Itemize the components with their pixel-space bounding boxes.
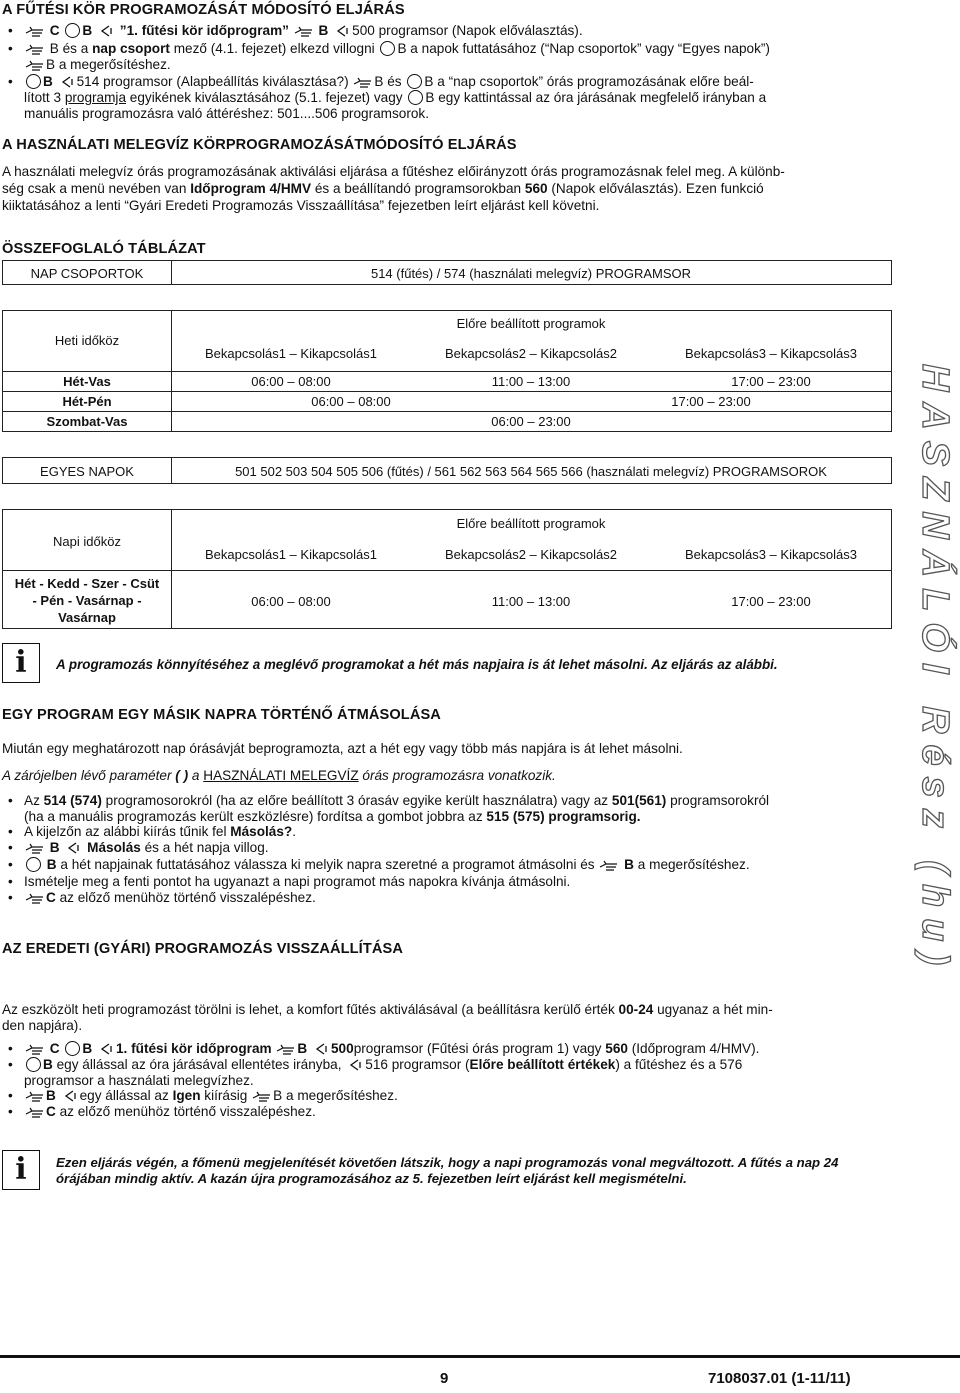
row-label-het-pen: Hét-Pén xyxy=(62,394,112,409)
copy-bullet-4: • B a hét napjainak futtatásához válassza ki melyik napra szeretné a programot átmásolni és B a megerősítéshez. xyxy=(8,857,750,872)
info-note-copy: A programozás könnyítéséhez a meglévő programokat a hét más napjaira is át lehet másolni. Az eljárás az alábbi. xyxy=(56,657,778,672)
press-hand-icon xyxy=(24,42,46,56)
table-cell: 06:00 – 08:00 xyxy=(311,394,391,409)
egyes-napok-label: EGYES NAPOK xyxy=(40,464,134,479)
info-icon: i xyxy=(2,1150,40,1190)
press-hand-icon xyxy=(275,1042,297,1056)
summary-title: ÖSSZEFOGLALÓ TÁBLÁZAT xyxy=(2,241,206,257)
rotate-icon xyxy=(314,1042,328,1056)
page-number: 9 xyxy=(440,1370,449,1387)
table-cell: 17:00 – 23:00 xyxy=(671,394,751,409)
weekly-col-2: Bekapcsolás2 – Kikapcsolás2 xyxy=(445,346,617,361)
press-hand-icon xyxy=(352,75,374,89)
reset-paragraph: Az eszközölt heti programozást törölni is lehet, a komfort fűtés aktiválásával (a beállításra kerülő érték 00-24 ugyanaz a hét min- den napjára). xyxy=(2,1002,773,1033)
table-cell: 06:00 – 23:00 xyxy=(491,414,571,429)
single-day-header-box xyxy=(2,457,892,484)
reset-bullet-1: • C B 1. fűtési kör időprogram B 500programsor (Fűtési órás program 1) vagy 560 (Időprogram 4/HMV). xyxy=(8,1041,760,1056)
copy-intro: Miután egy meghatározott nap órásávját beprogramozta, azt a hét egy vagy több más napjára is át lehet másolni. xyxy=(2,741,683,756)
copy-bullet-2: • A kijelzőn az alábbi kiírás tűnik fel Másolás?. xyxy=(8,824,297,839)
daily-col-3: Bekapcsolás3 – Kikapcsolás3 xyxy=(685,547,857,562)
press-hand-icon xyxy=(251,1089,273,1103)
table-cell: 06:00 – 08:00 xyxy=(251,374,331,389)
daily-table xyxy=(2,509,892,629)
table-cell: 17:00 – 23:00 xyxy=(731,594,811,609)
weekly-table xyxy=(2,310,892,432)
reset-bullet-3: • B egy állással az Igen kiírásig B a megerősítéshez. xyxy=(8,1088,398,1103)
bullet-heating-3: • B 514 programsor (Alapbeállítás kiválasztása?) B és B a “nap csoportok” órás programozásának előre beál- lított 3 programja egyikének kiválasztásához (5.1. fejezet) vagy B egy kattintással az óra járásának megfelelő irányban a manuális programozásra való áttéréshez: 501....506 programsorok. xyxy=(8,74,767,121)
rotate-icon xyxy=(63,1089,77,1103)
group-program-label: 514 (fűtés) / 574 (használati melegvíz) PROGRAMSOR xyxy=(370,266,692,281)
section-title-dhw: A HASZNÁLATI MELEGVÍZ KÖRPROGRAMOZÁSÁTMÓDOSÍTÓ ELJÁRÁS xyxy=(2,137,517,153)
daily-col-2: Bekapcsolás2 – Kikapcsolás2 xyxy=(445,547,617,562)
document-code: 7108037.01 (1-11/11) xyxy=(708,1370,851,1387)
knob-icon xyxy=(380,41,395,56)
reset-bullet-2: • B egy állással az óra járásával ellentétes irányba, 516 programsor (Előre beállított értékek) a fűtéshez és a 576 programsor a használati melegvízhez. xyxy=(8,1057,743,1088)
press-hand-icon xyxy=(598,858,620,872)
row-label-het-vas: Hét-Vas xyxy=(63,374,111,389)
weekly-col-3: Bekapcsolás3 – Kikapcsolás3 xyxy=(685,346,857,361)
table-cell: 06:00 – 08:00 xyxy=(251,594,331,609)
section-title-reset: AZ EREDETI (GYÁRI) PROGRAMOZÁS VISSZAÁLLÍTÁSA xyxy=(2,941,403,957)
daily-row-label: Hét - Kedd - Szer - Csüt - Pén - Vasárnap - Vasárnap xyxy=(14,576,160,625)
rotate-icon xyxy=(66,841,80,855)
knob-icon xyxy=(407,74,422,89)
dhw-paragraph: A használati melegvíz órás programozásának aktiválási eljárása a fűtéshez előirányzott órás programozásnak felel meg. A különb- ség csak a menü nevében van Időprogram 4/HMV és a beállítandó programsorokban 560 (Napok előválasztás). Ezen funkció kiiktatásához a lenti “Gyári Eredeti Programozás Visszaállítása” fejezetben leírt eljárást kell követni. xyxy=(2,164,785,213)
copy-bullet-6: • C az előző menühöz történő visszalépéshez. xyxy=(8,890,316,905)
daily-col-1: Bekapcsolás1 – Kikapcsolás1 xyxy=(205,547,377,562)
c-key: C xyxy=(49,23,60,38)
row-label-szombat-vas: Szombat-Vas xyxy=(46,414,128,429)
press-hand-icon xyxy=(293,24,315,38)
reset-bullet-4: • C az előző menühöz történő visszalépéshez. xyxy=(8,1104,316,1119)
knob-icon xyxy=(65,23,80,38)
rotate-icon xyxy=(348,1058,362,1072)
info-icon: i xyxy=(2,643,40,683)
group-header-box xyxy=(2,260,892,285)
copy-bullet-3: • B Másolás és a hét napja villog. xyxy=(8,840,269,855)
press-hand-icon xyxy=(24,891,46,905)
press-hand-icon xyxy=(24,1042,46,1056)
press-hand-icon xyxy=(24,58,46,72)
weekly-col-1: Bekapcsolás1 – Kikapcsolás1 xyxy=(205,346,377,361)
rotate-icon xyxy=(60,75,74,89)
footer-rule xyxy=(0,1355,960,1358)
press-hand-icon xyxy=(24,1089,46,1103)
rotate-icon xyxy=(335,24,349,38)
section-title-copy: EGY PROGRAM EGY MÁSIK NAPRA TÖRTÉNŐ ÁTMÁSOLÁSA xyxy=(2,707,441,723)
copy-bullet-5: • Ismételje meg a fenti pontot ha ugyanazt a napi programot más napokra kívánja átmásolni. xyxy=(8,874,571,889)
bullet-heating-2: • B és a nap csoport mező (4.1. fejezet) elkezd villogni B a napok futtatásához (“Nap csoportok” vagy “Egyes napok”) B a megerősítéshez. xyxy=(8,41,770,72)
press-hand-icon xyxy=(24,841,46,855)
press-hand-icon xyxy=(24,1105,46,1119)
press-hand-icon xyxy=(24,24,46,38)
nap-csoportok-label: NAP CSOPORTOK xyxy=(30,266,144,281)
copy-bullet-1: • Az 514 (574) programosorokról (ha az előre beállított 3 órasáv egyike került használatra) vagy az 501(561) programsorokról (ha a manuális programozás került eszközlésre) fordítsa a gombot jobbra az 515 (575) programsorig. xyxy=(8,793,770,824)
daily-col-header: Napi időköz xyxy=(53,534,121,549)
copy-param-note: A zárójelben lévő paraméter ( ) a HASZNÁLATI MELEGVÍZ órás programozásra vonatkozik. xyxy=(2,768,556,783)
weekly-col-header: Heti időköz xyxy=(54,333,120,348)
side-section-label: HASZNÁLÓI Rész (hu) xyxy=(914,363,956,977)
knob-icon xyxy=(26,1057,41,1072)
knob-icon xyxy=(26,857,41,872)
bullet-heating-1: • C B ”1. fűtési kör időprogram” B 500 programsor (Napok előválasztás). xyxy=(8,23,583,38)
table-cell: 11:00 – 13:00 xyxy=(491,594,571,609)
knob-icon xyxy=(65,1041,80,1056)
rotate-icon xyxy=(99,24,113,38)
single-day-program-label: 501 502 503 504 505 506 (fűtés) / 561 562 563 564 565 566 (használati melegvíz) PROGRAMSOROK xyxy=(235,464,827,479)
table-cell: 17:00 – 23:00 xyxy=(731,374,811,389)
rotate-icon xyxy=(99,1042,113,1056)
table-cell: 11:00 – 13:00 xyxy=(491,374,571,389)
weekly-preset-header: Előre beállított programok xyxy=(456,316,606,331)
knob-icon xyxy=(408,90,423,105)
info-note-reset: Ezen eljárás végén, a főmenü megjelenítését követően látszik, hogy a napi programozás vonal megváltozott. A fűtés a nap 24 órájában mindig aktív. A kazán újra programozásához az 5. fejezetben leírt eljárást kell megismételni. xyxy=(56,1155,839,1186)
knob-icon xyxy=(26,74,41,89)
section-title-heating: A FŰTÉSI KÖR PROGRAMOZÁSÁT MÓDOSÍTÓ ELJÁRÁS xyxy=(2,2,405,18)
daily-preset-header: Előre beállított programok xyxy=(456,516,606,531)
